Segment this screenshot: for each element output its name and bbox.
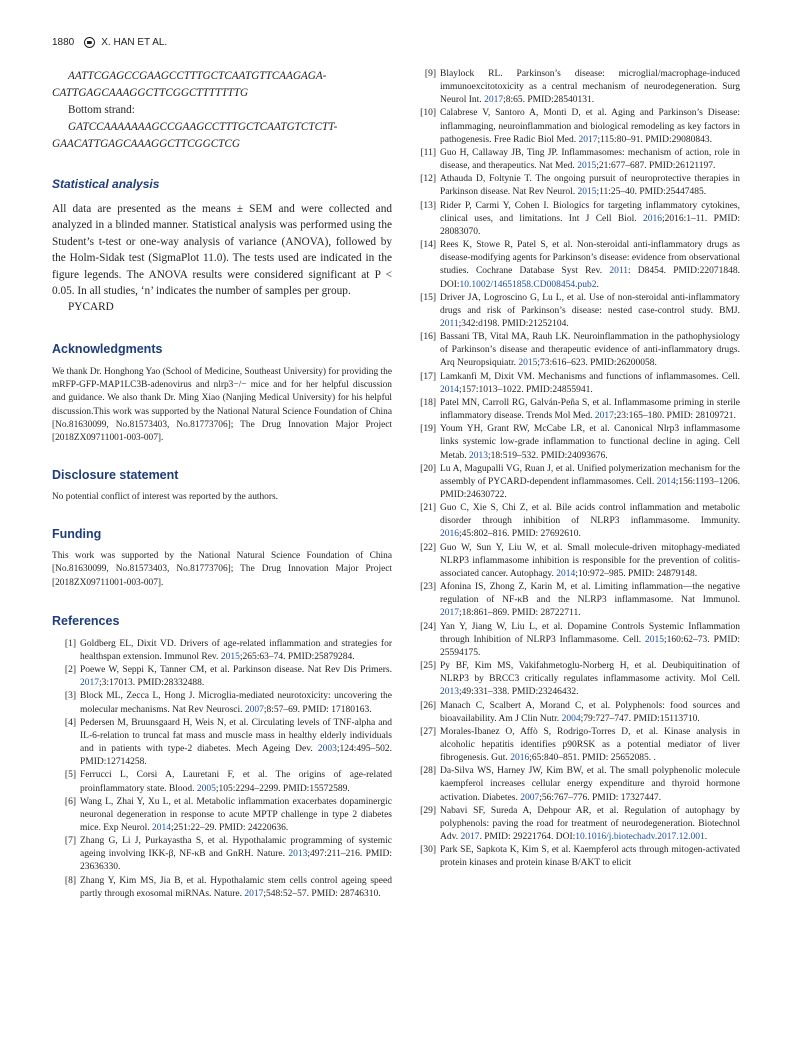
reference-text: Goldberg EL, Dixit VD. Drivers of age-related inflammation and strategies for healthspan extension. Immunol Rev. [80, 638, 392, 662]
statistical-analysis-text: All data are presented as the means ± SEM and were collected and analyzed in a blinded manner. Statistical analysis was performed using the Student’s t-test or one-way analysis of variance (ANOVA), followed by the Holm-Sidak test (SigmaPlot 11.0). The tests used are indicated in the figure legends. The ANOVA results were considered significant at P < 0.05. In all studies, ‘n’ indicates the number of samples per group. PYCARD [52, 201, 392, 316]
reference-details: ;8:65. PMID:28540131. [503, 95, 595, 106]
reference-item [412, 542, 740, 581]
reference-end: . [596, 279, 599, 290]
funding-heading: Funding [52, 526, 102, 541]
reference-year-link[interactable]: 2011 [609, 266, 628, 277]
bottom-strand-label: Bottom strand: [68, 104, 135, 116]
reference-year-link[interactable]: 2016 [440, 529, 459, 540]
reference-year-link[interactable]: 2003 [317, 744, 337, 755]
reference-item [412, 331, 740, 370]
reference-number: [6] [64, 796, 76, 807]
acknowledgments-heading: Acknowledgments [52, 341, 163, 356]
reference-text: Guo C, Xie S, Chi Z, et al. Bile acids control inflammation and metabolic disorder through inhibition of NLRP3 inflammasome. Immunity. [440, 503, 740, 527]
reference-number: [28] [420, 766, 436, 777]
reference-year-link[interactable]: 2007 [244, 704, 264, 715]
sequence-block [52, 68, 392, 153]
reference-number: [7] [64, 836, 76, 847]
reference-number: [11] [420, 147, 436, 158]
reference-number: [27] [420, 726, 436, 737]
reference-details: ;18:519–532. PMID:24093676. [488, 450, 608, 461]
reference-details: ;156:1193–1206. PMID:24630722. [440, 476, 740, 500]
reference-details: ;160:62–73. PMID: 25594175. [440, 634, 740, 658]
sequence-line-2: CATTGAGCAAAGGCTTCGGCTTTTTTTG [52, 87, 249, 99]
reference-year-link[interactable]: 2017 [80, 678, 99, 689]
reference-details: ;157:1013–1022. PMID:24855941. [459, 384, 593, 395]
reference-number: [16] [420, 332, 436, 343]
reference-details: ;45:802–816. PMID: 27692610. [459, 529, 581, 540]
statistical-analysis-heading: Statistical analysis [52, 177, 160, 191]
reference-year-link[interactable]: 2016 [642, 213, 662, 224]
reference-details: ;65:840–851. PMID: 25652085. . [529, 753, 656, 764]
reference-number: [8] [64, 875, 76, 886]
left-column [52, 68, 392, 901]
reference-end: . [704, 832, 708, 843]
reference-details: ;265:63–74. PMID:25879284. [239, 651, 355, 662]
reference-year-link[interactable]: 2007 [520, 792, 540, 803]
reference-year-link[interactable]: 2017 [578, 134, 598, 145]
reference-doi-link[interactable]: 10.1002/14651858.CD008454.pub2 [459, 279, 597, 290]
reference-details: ;2016:1–11. PMID: 28083070. [440, 213, 741, 237]
reference-item [412, 147, 740, 173]
reference-number: [1] [64, 638, 76, 649]
reference-details: ;105:2294–2299. PMID:15572589. [215, 783, 350, 794]
reference-text: Blaylock RL. Parkinson’s disease: microglial/macrophage-induced immunoexcitotoxicity as a central mechanism of neurodegeneration. Surg Neurol Int. [440, 69, 740, 106]
header-authors: X. HAN ET AL. [101, 36, 168, 48]
reference-item [52, 769, 392, 795]
reference-details: ;79:727–747. PMID:15113710. [580, 713, 700, 724]
reference-number: [22] [420, 542, 436, 553]
reference-item [412, 68, 740, 107]
reference-item [412, 107, 740, 146]
journal-logo-icon [84, 37, 95, 48]
reference-item [52, 638, 392, 664]
reference-details: ;3:17013. PMID:28332488. [99, 678, 205, 689]
reference-item [412, 660, 740, 699]
reference-year-link[interactable]: 2013 [440, 687, 459, 698]
reference-year-link[interactable]: 2005 [196, 783, 216, 794]
reference-number: [23] [420, 582, 436, 593]
reference-text: Calabrese V, Santoro A, Monti D, et al. Aging and Parkinson’s Disease: inflammaging, neuroinflammation and biological remodeling as key factors in pathogenesis. Free Radic Biol Med. [440, 108, 740, 145]
reference-item [412, 200, 740, 239]
reference-item [412, 805, 740, 844]
reference-text: Rees K, Stowe R, Patel S, et al. Non-steroidal anti-inflammatory drugs as disease-modifying agents for Parkinson’s disease: evidence from observational studies. Cochrane Database Syst Rev. [440, 240, 740, 277]
reference-details: ;11:25–40. PMID:25447485. [596, 187, 707, 198]
reference-details: ;548:52–57. PMID: 28746310. [263, 888, 381, 899]
reference-year-link[interactable]: 2013 [288, 849, 308, 860]
reference-item [412, 621, 740, 660]
reference-number: [19] [420, 424, 436, 435]
reference-year-link[interactable]: 2017 [460, 832, 480, 843]
reference-details: ;124:495–502. PMID:12714258. [80, 744, 392, 768]
reference-text: Lu A, Magupalli VG, Ruan J, et al. Unified polymerization mechanism for the assembly of PYCARD-dependent inflammasomes. Cell. [440, 463, 740, 487]
reference-year-link[interactable]: 2014 [556, 568, 576, 579]
running-header [52, 35, 167, 49]
reference-number: [24] [420, 621, 436, 632]
reference-text: Afonina IS, Zhong Z, Karin M, et al. Limiting inflammation—the negative regulation of NF-κB and the NLRP3 inflammasome. Nat Immunol. [440, 582, 740, 606]
reference-text: Yan Y, Jiang W, Liu L, et al. Dopamine Controls Systemic Inflammation through Inhibition of NLRP3 Inflammasome. Cell. [440, 621, 740, 645]
right-column [412, 68, 740, 871]
reference-year-link[interactable]: 2016 [510, 753, 530, 764]
reference-text: Morales-Ibanez O, Affò S, Rodrigo-Torres D, et al. Kinase analysis in alcoholic hepatitis identifies p90RSK as a potential mediator of liver fibrogenesis. Gut. [440, 726, 740, 764]
reference-details: ;73:616–623. PMID:26200058. [537, 358, 657, 369]
reference-doi-link[interactable]: 10.1016/j.biotechadv.2017.12.001 [575, 832, 705, 843]
reference-text: Youm YH, Grant RW, McCabe LR, et al. Canonical Nlrp3 inflammasome links systemic low-grade inflammation to functional decline in aging. Cell Metab. [440, 424, 740, 461]
reference-details: ;21:677–687. PMID:26121197. [596, 161, 716, 172]
reference-text: Poewe W, Seppi K, Tanner CM, et al. Parkinson disease. Nat Rev Dis Primers. [80, 665, 392, 676]
reference-year-link[interactable]: 2014 [656, 476, 676, 487]
reference-details: ;8:57–69. PMID: 17180163. [263, 704, 372, 715]
reference-details: ;342:d198. PMID:21252104. [458, 318, 569, 329]
reference-year-link[interactable]: 2011 [440, 318, 459, 329]
funding-text: This work was supported by the National Natural Science Foundation of China [No.81630099, No.81573403, No.81773706]; The Drug Innovation Major Project [2018ZX09711001-003-007]. [52, 550, 392, 588]
reference-year-link[interactable]: 2017 [244, 888, 264, 899]
reference-item [412, 371, 740, 397]
reference-number: [25] [420, 661, 436, 672]
reference-item [412, 173, 740, 199]
reference-item [412, 239, 740, 292]
reference-item [52, 690, 392, 716]
sequence-line-3: GATCCAAAAAAAGCCGAAGCCTTTGCTCAATGTCTCTT- [68, 121, 338, 133]
reference-number: [12] [420, 174, 436, 185]
disclosure-text: No potential conflict of interest was reported by the authors. [52, 491, 278, 502]
reference-item [412, 397, 740, 423]
reference-year-link[interactable]: 2015 [220, 651, 240, 662]
reference-number: [4] [64, 717, 76, 728]
reference-year-link[interactable]: 2015 [577, 161, 597, 172]
reference-text: Athauda D, Foltynie T. The ongoing pursuit of neuroprotective therapies in Parkinson disease. Nat Rev Neurol. [440, 174, 740, 198]
reference-year-link[interactable]: 2017 [440, 608, 459, 619]
reference-number: [17] [420, 371, 436, 382]
reference-year-link[interactable]: 2015 [577, 187, 597, 198]
disclosure-heading: Disclosure statement [52, 467, 179, 482]
reference-text: Wang L, Zhai Y, Xu L, et al. Metabolic inflammation exacerbates dopaminergic neuronal degeneration in response to acute MPTP challenge in type 2 diabetes mice. Exp Neurol. [80, 796, 392, 833]
reference-number: [9] [424, 69, 436, 79]
reference-number: [21] [420, 503, 436, 514]
reference-text: Pedersen M, Bruunsgaard H, Weis N, et al. Circulating levels of TNF-alpha and IL-6-relation to truncal fat mass and muscle mass in healthy elderly individuals and in patients with type-2 diabetes. Mech Ageing Dev. [80, 717, 392, 755]
reference-details: : D8454. PMID:22071848. DOI: [440, 266, 740, 290]
pycard-line: PYCARD [68, 301, 114, 314]
reference-item [412, 502, 740, 541]
reference-details: ;115:80–91. PMID:29080843. [597, 134, 712, 145]
reference-details: ;497:211–216. PMID: 23636330. [80, 849, 392, 873]
reference-number: [29] [420, 805, 436, 816]
reference-number: [2] [64, 665, 76, 676]
sequence-line-1: AATTCGAGCCGAAGCCTTTGCTCAATGTTCAAGAGA- [68, 70, 327, 82]
reference-year-link[interactable]: 2013 [469, 450, 489, 461]
reference-number: [20] [420, 463, 436, 474]
reference-text: Bassani TB, Vital MA, Rauh LK. Neuroinflammation in the pathophysiology of Parkinson’s disease and therapeutic evidence of anti-inflammatory drugs. Arq Neuropsiquiatr. [440, 332, 740, 369]
reference-details: ;49:331–338. PMID:23246432. [459, 687, 579, 698]
reference-number: [30] [420, 845, 436, 856]
reference-item [412, 423, 740, 462]
reference-item [412, 581, 740, 620]
reference-text: Driver JA, Logroscino G, Lu L, et al. Use of non-steroidal anti-inflammatory drugs and risk of Parkinson’s disease: nested case-control study. BMJ. [440, 292, 740, 316]
page-number: 1880 [52, 36, 75, 48]
reference-details: ;10:972–985. PMID: 24879148. [575, 568, 698, 579]
reference-text: Nabavi SF, Sureda A, Dehpour AR, et al. Regulation of autophagy by polyphenols: paving the road for treatment of neurodegeneration. Biotechnol Adv. [440, 805, 740, 843]
reference-text: Da-Silva WS, Harney JW, Kim BW, et al. The small polyphenolic molecule kaempferol increases cellular energy expenditure and thyroid hormone activation. Diabetes. [440, 766, 740, 803]
reference-year-link[interactable]: 2015 [645, 634, 665, 645]
reference-item [52, 875, 392, 901]
reference-text: Lamkanfi M, Dixit VM. Mechanisms and functions of inflammasomes. Cell. [440, 371, 740, 382]
reference-item [412, 292, 740, 331]
reference-number: [14] [420, 240, 436, 251]
references-list-left [52, 638, 392, 901]
reference-number: [5] [64, 770, 76, 781]
reference-item [52, 835, 392, 874]
reference-details: ;251:22–29. PMID: 24220636. [171, 823, 289, 833]
reference-year-link[interactable]: 2015 [518, 358, 538, 369]
reference-text: Zhang Y, Kim MS, Jia B, et al. Hypothalamic stem cells control ageing speed partly through exosomal miRNAs. Nature. [80, 875, 392, 899]
reference-text: Guo H, Callaway JB, Ting JP. Inflammasomes: mechanism of action, role in disease, and therapeutics. Nat Med. [440, 147, 740, 172]
reference-year-link[interactable]: 2014 [440, 384, 459, 395]
reference-year-link[interactable]: 2014 [152, 823, 172, 833]
reference-details: . PMID: 29221764. DOI: [479, 832, 576, 843]
sequence-line-4: GAACATTGAGCAAAGGCTTCGGCTCG [52, 138, 240, 150]
reference-text: Py BF, Kim MS, Vakifahmetoglu-Norberg H, et al. Deubiquitination of NLRP3 by BRCC3 critically regulates inflammasome activity. Mol Cell. [440, 661, 740, 685]
reference-details: ;23:165–180. PMID: 28109721. [613, 411, 736, 422]
reference-number: [13] [420, 200, 436, 211]
reference-item [412, 844, 740, 870]
reference-text: Guo W, Sun Y, Liu W, et al. Small molecule-driven mitophagy-mediated NLRP3 inflammasome inhibition is responsible for the prevention of colitis-associated cancer. Autophagy. [440, 542, 740, 579]
reference-text: Block ML, Zecca L, Hong J. Microglia-mediated neurotoxicity: uncovering the molecular mechanisms. Nat Rev Neurosci. [80, 691, 392, 715]
reference-text: Patel MN, Carroll RG, Galván-Peña S, et al. Inflammasome priming in sterile inflammatory disease. Trends Mol Med. [440, 397, 740, 422]
reference-year-link[interactable]: 2017 [594, 411, 614, 422]
reference-number: [10] [420, 108, 436, 119]
reference-number: [15] [420, 292, 436, 303]
reference-details: ;56:767–776. PMID: 17327447. [539, 792, 662, 803]
reference-year-link[interactable]: 2017 [484, 95, 504, 106]
references-heading: References [52, 613, 120, 628]
reference-item [412, 726, 740, 765]
reference-item [412, 765, 740, 804]
reference-text: Park SE, Sapkota K, Kim S, et al. Kaempferol acts through mitogen-activated protein kinases and protein kinase B/AKT to elicit [440, 845, 740, 869]
references-list-right [412, 68, 740, 871]
reference-item [52, 664, 392, 690]
reference-item [412, 463, 740, 502]
reference-item [412, 700, 740, 726]
reference-text: Zhang G, Li J, Purkayastha S, et al. Hypothalamic programming of systemic ageing involving IKK-β, NF-κB and GnRH. Nature. [80, 836, 392, 860]
reference-number: [3] [64, 691, 76, 702]
reference-number: [26] [420, 700, 436, 711]
reference-item [52, 717, 392, 770]
reference-text: Rider P, Carmi Y, Cohen I. Biologics for targeting inflammatory cytokines, clinical uses, and limitations. Int J Cell Biol. [440, 200, 740, 224]
reference-year-link[interactable]: 2004 [561, 713, 581, 724]
reference-text: Manach C, Scalbert A, Morand C, et al. Polyphenols: food sources and bioavailability. Am J Clin Nutr. [440, 700, 740, 724]
reference-number: [18] [420, 397, 436, 408]
reference-details: ;18:861–869. PMID: 28722711. [459, 608, 581, 619]
reference-text: Ferrucci L, Corsi A, Lauretani F, et al. The origins of age-related proinflammatory state. Blood. [80, 770, 392, 794]
reference-item [52, 796, 392, 835]
acknowledgments-text: We thank Dr. Honghong Yao (School of Medicine, Southeast University) for providing the mRFP-GFP-MAP1LC3B-adenovirus and nlrp3−/− mice and for her helpful discussion and guidance. We also thank Dr. Ming Xiao (Nanjing Medical University) for his helpful discussion.This work was supported by the National Natural Science Foundation of China [No.81630099, No.81573403, No.81773706]; The Drug Innovation Major Project [2018ZX09711001-003-007]. [52, 366, 392, 444]
